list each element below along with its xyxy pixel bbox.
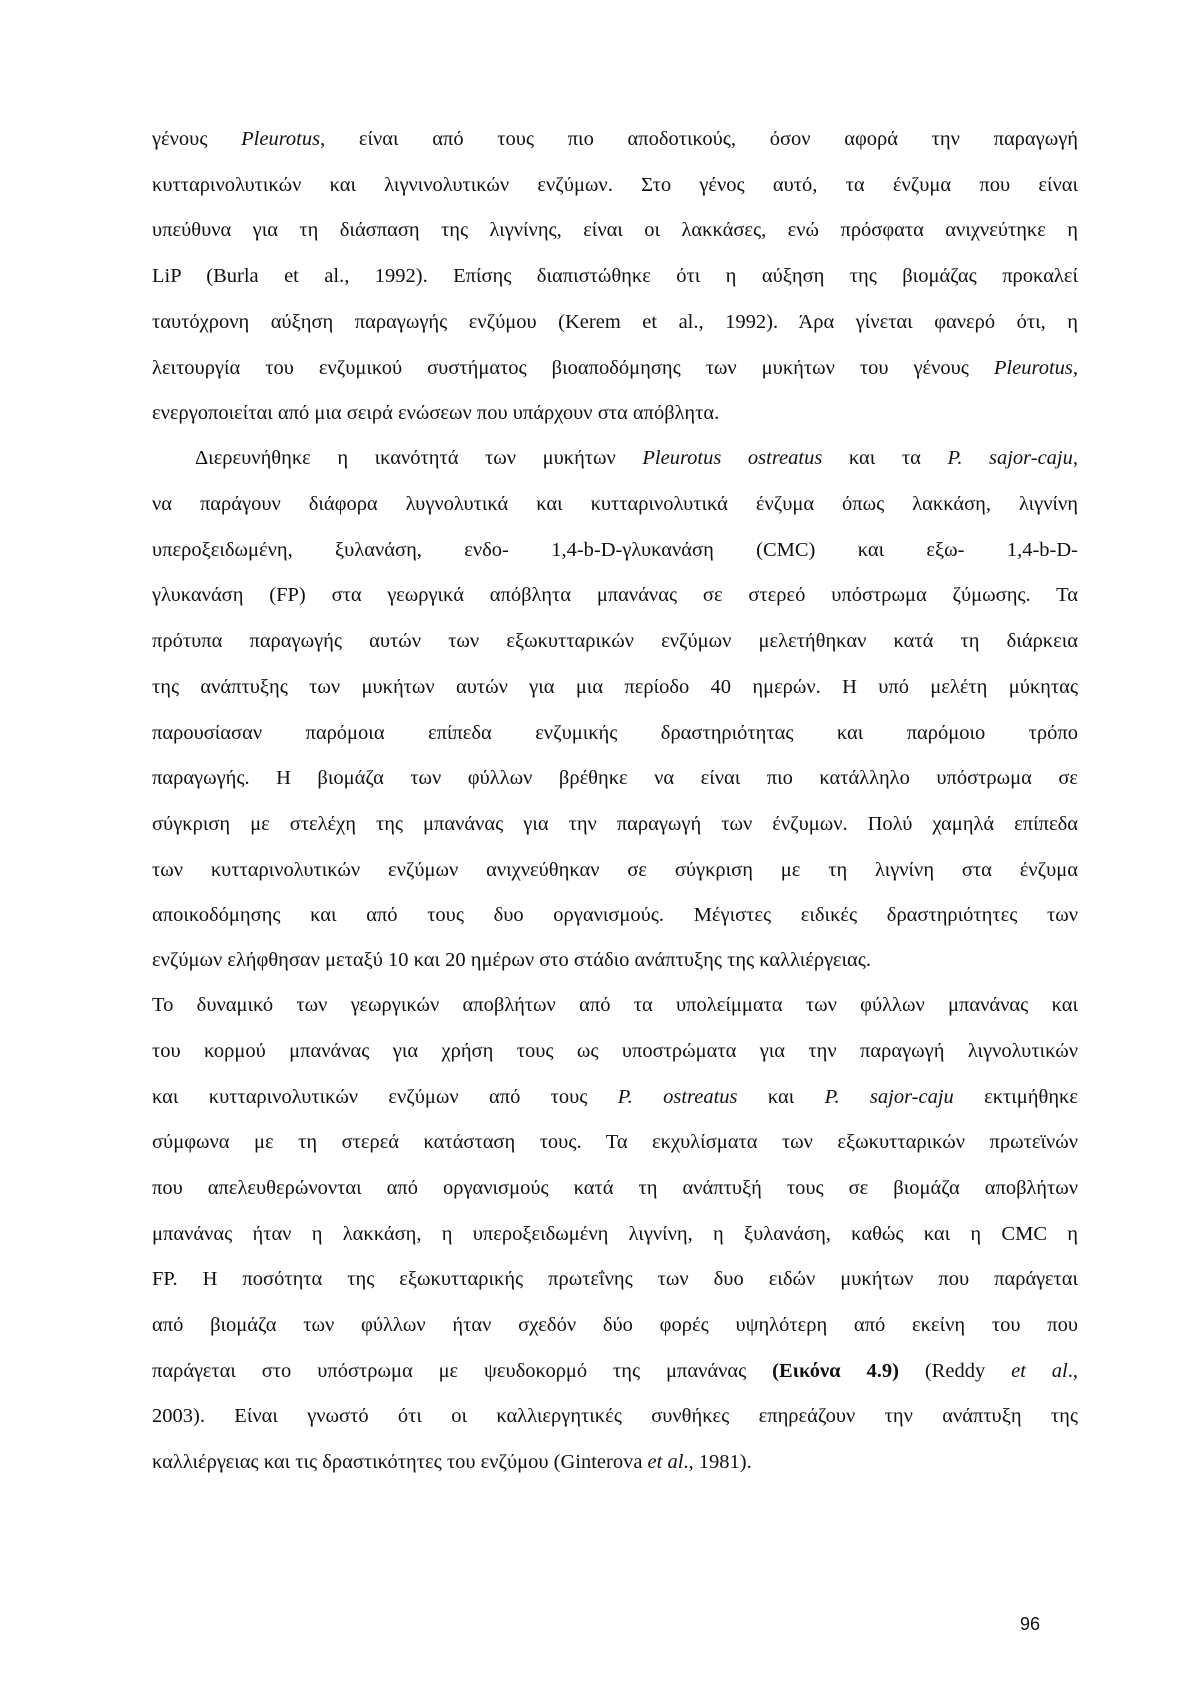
text-line: πρότυπα παραγωγής αυτών των εξωκυτταρικών ενζύμων μελετήθηκαν κατά τη διάρκεια [152, 630, 1078, 652]
text-line: καλλιέργειας και τις δραστικότητες του ενζύμου (Ginterova et al., 1981). [152, 1451, 752, 1473]
text-line: από βιομάζα των φύλλων ήταν σχεδόν δύο φορές υψηλότερη από εκείνη του που [152, 1314, 1078, 1336]
text-line: γλυκανάση (FP) στα γεωργικά απόβλητα μπανάνας σε στερεό υπόστρωμα ζύμωσης. Τα [152, 584, 1078, 606]
text-line: υπεύθυνα για τη διάσπαση της λιγνίνης, είναι οι λακκάσες, ενώ πρόσφατα ανιχνεύτηκε η [152, 219, 1078, 241]
page-number: 96 [1019, 1614, 1040, 1634]
text-line: σύγκριση με στελέχη της μπανάνας για την παραγωγή των ένζυμων. Πολύ χαμηλά επίπεδα [152, 813, 1078, 835]
text-line: Διερευνήθηκε η ικανότητά των μυκήτων Pleurotus ostreatus και τα P. sajor-caju, [195, 447, 1078, 469]
text-line: υπεροξειδωμένη, ξυλανάση, ενδο- 1,4-b-D-γλυκανάση (CMC) και εξω- 1,4-b-D- [152, 539, 1078, 561]
text-line: παραγωγής. Η βιομάζα των φύλλων βρέθηκε να είναι πιο κατάλληλο υπόστρωμα σε [152, 767, 1078, 789]
text-line: κυτταρινολυτικών και λιγνινολυτικών ενζύμων. Στο γένος αυτό, τα ένζυμα που είναι [152, 174, 1078, 196]
text-line: παρουσίασαν παρόμοια επίπεδα ενζυμικής δραστηριότητας και παρόμοιο τρόπο [152, 722, 1078, 744]
text-line: και κυτταρινολυτικών ενζύμων από τους P. ostreatus και P. sajor-caju εκτιμήθηκε [152, 1086, 1078, 1108]
text-line: λειτουργία του ενζυμικού συστήματος βιοαποδόμησης των μυκήτων του γένους Pleurotus, [152, 357, 1078, 379]
text-line: ενεργοποιείται από μια σειρά ενώσεων που υπάρχουν στα απόβλητα. [152, 402, 720, 424]
text-line: παράγεται στο υπόστρωμα με ψευδοκορμό της μπανάνας (Εικόνα 4.9) (Reddy et al., [152, 1360, 1078, 1382]
text-line: ταυτόχρονη αύξηση παραγωγής ενζύμου (Kerem et al., 1992). Άρα γίνεται φανερό ότι, η [152, 311, 1078, 333]
text-line: που απελευθερώνονται από οργανισμούς κατά τη ανάπτυξή τους σε βιομάζα αποβλήτων [152, 1177, 1078, 1199]
text-line: ενζύμων ελήφθησαν μεταξύ 10 και 20 ημέρων στο στάδιο ανάπτυξης της καλλιέργειας. [152, 949, 871, 971]
text-line: αποικοδόμησης και από τους δυο οργανισμούς. Μέγιστες ειδικές δραστηριότητες των [152, 904, 1078, 926]
text-line: LiP (Burla et al., 1992). Επίσης διαπιστώθηκε ότι η αύξηση της βιομάζας προκαλεί [152, 265, 1078, 287]
text-line: της ανάπτυξης των μυκήτων αυτών για μια περίοδο 40 ημερών. Η υπό μελέτη μύκητας [152, 676, 1078, 698]
text-line: γένους Pleurotus, είναι από τους πιο αποδοτικούς, όσον αφορά την παραγωγή [152, 128, 1078, 150]
text-line: Το δυναμικό των γεωργικών αποβλήτων από τα υπολείμματα των φύλλων μπανάνας και [152, 994, 1078, 1016]
text-line: FP. Η ποσότητα της εξωκυτταρικής πρωτεΐνης των δυο ειδών μυκήτων που παράγεται [152, 1268, 1078, 1290]
text-line: του κορμού μπανάνας για χρήση τους ως υποστρώματα για την παραγωγή λιγνολυτικών [152, 1040, 1078, 1062]
text-line: να παράγουν διάφορα λυγνολυτικά και κυτταρινολυτικά ένζυμα όπως λακκάση, λιγνίνη [152, 493, 1078, 515]
figure-reference: (Εικόνα 4.9) [772, 1360, 899, 1382]
text-line: μπανάνας ήταν η λακκάση, η υπεροξειδωμένη λιγνίνη, η ξυλανάση, καθώς και η CMC η [152, 1223, 1078, 1245]
text-line: σύμφωνα με τη στερεά κατάσταση τους. Τα εκχυλίσματα των εξωκυτταρικών πρωτεϊνών [152, 1131, 1078, 1153]
text-line: 2003). Είναι γνωστό ότι οι καλλιεργητικές συνθήκες επηρεάζουν την ανάπτυξη της [152, 1405, 1078, 1427]
text-line: των κυτταρινολυτικών ενζύμων ανιχνεύθηκαν σε σύγκριση με τη λιγνίνη στα ένζυμα [152, 859, 1078, 881]
